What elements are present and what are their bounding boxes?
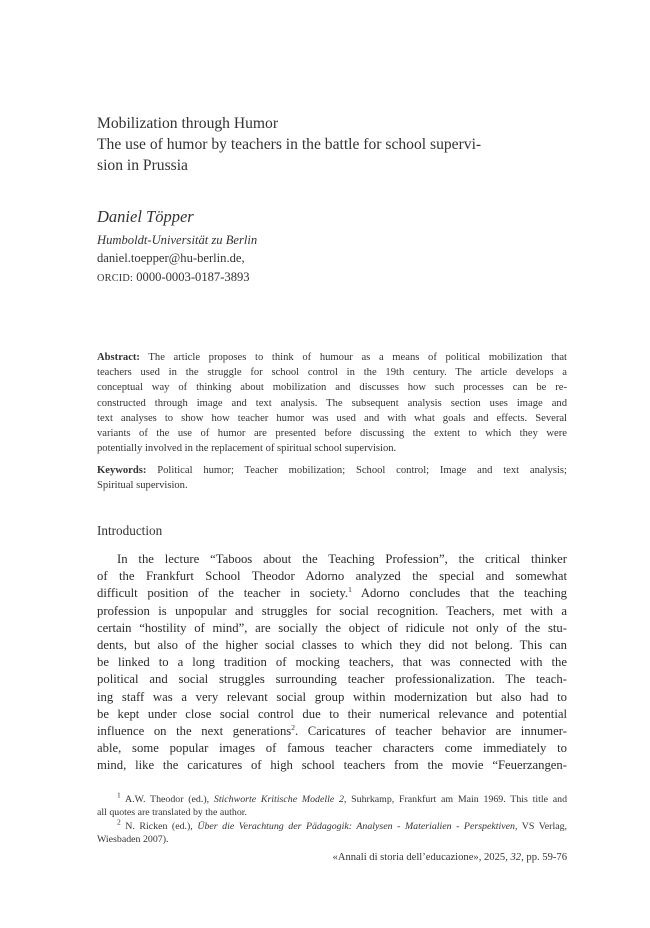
body-line: certain “hostility of mind”, are socially the object of ridicule not only of the stu- — [97, 620, 567, 635]
footnote-ref[interactable]: 1 — [348, 585, 352, 595]
abstract — [97, 350, 567, 456]
footnote-text: , Suhrkamp, Frankfurt am Main 1969. This title and — [343, 794, 568, 805]
footnote-text: , VS Verlag, — [514, 820, 567, 832]
body-line: be linked to a long tradition of mocking teachers, that was connected with the — [97, 655, 567, 670]
body-line — [97, 723, 567, 740]
title-line: sion in Prussia — [97, 157, 188, 174]
author-orcid — [97, 270, 567, 285]
article-title — [97, 113, 567, 176]
author-name: Daniel Töpper — [97, 207, 194, 226]
citation-text: , pp. 59-76 — [521, 852, 567, 863]
abstract-line: The article proposes to think of humour as a means of political mobilization that — [139, 352, 567, 363]
citation-text: «Annali di storia dell’educazione», 2025, — [332, 852, 511, 863]
abstract-line: potentially involved in the replacement of spiritual school supervision. — [97, 443, 397, 455]
author-email[interactable]: daniel.toepper@hu-berlin.de, — [97, 251, 245, 265]
keywords — [97, 463, 567, 493]
footnote-text: Wiesbaden 2007). — [97, 833, 169, 845]
body-line: political and social struggles surrounding teacher professionalization. The teach- — [97, 672, 567, 687]
body-text: Adorno concludes that the teaching — [351, 586, 568, 601]
body-line — [97, 585, 567, 602]
abstract-line: conceptual way of thinking about mobilization and discusses how such processes can be re- — [97, 382, 567, 394]
body-text: . Caricatures of teacher behavior are innumer- — [294, 724, 567, 739]
footnote-mark: 1 — [117, 790, 121, 800]
orcid-label: ORCID: — [97, 273, 134, 284]
body-line: of the Frankfurt School Theodor Adorno analyzed the special and somewhat — [97, 569, 567, 584]
keywords-line: Spiritual supervision. — [97, 480, 188, 492]
footnote-ref[interactable]: 2 — [291, 722, 295, 732]
footnote-title: Über die Verachtung der Pädagogik: Analysen - Materialien - Perspektiven — [197, 820, 515, 832]
keywords-label: Keywords: — [97, 465, 147, 476]
journal-citation — [290, 852, 567, 863]
abstract-line: text analyses to show how teacher humor was used and with what goals and effects. Several — [97, 412, 567, 424]
footnote-title: Stichworte Kritische Modelle 2 — [213, 794, 344, 805]
citation-volume: 32 — [510, 852, 522, 863]
body-line: profession is unpopular and struggles for social recognition. Teachers, met with a — [97, 603, 567, 618]
body-text: influence on the next generations — [97, 724, 292, 739]
section-heading: Introduction — [97, 523, 163, 538]
author-affiliation: Humboldt-Universität zu Berlin — [97, 233, 258, 247]
footnote-text: A.W. Theodor (ed.), — [120, 794, 214, 805]
title-line: Mobilization through Humor — [97, 115, 279, 132]
body-text: difficult position of the teacher in society. — [97, 586, 349, 601]
footnote-text: all quotes are translated by the author. — [97, 807, 247, 819]
footnote-2 — [97, 817, 567, 847]
keywords-line: Political humor; Teacher mobilization; School control; Image and text analysis; — [146, 465, 567, 476]
orcid-value: 0000-0003-0187-3893 — [133, 270, 250, 284]
footnote-mark: 2 — [117, 817, 121, 827]
abstract-label: Abstract: — [97, 352, 140, 363]
abstract-line: constructed through image and text analysis. The subsequent analysis section uses image and — [97, 397, 567, 409]
body-line: able, some popular images of famous teacher characters come immediately to — [97, 741, 567, 756]
body-line: mind, like the caricatures of high school teachers from the movie “Feuerzangen- — [97, 758, 567, 773]
body-paragraph — [97, 551, 567, 775]
footnote-text: N. Ricken (ed.), — [120, 820, 198, 832]
abstract-line: teachers used in the struggle for school control in the 19th century. The article develops a — [97, 367, 567, 379]
abstract-line: variants of the use of humor are presented before discussing the extent to which they were — [97, 428, 567, 440]
title-line: The use of humor by teachers in the battle for school supervi- — [97, 136, 482, 153]
body-line: dents, but also of the higher social classes to which they did not belong. This can — [97, 638, 567, 653]
body-line: be kept under close social control due to their numerical relevance and potential — [97, 706, 567, 721]
body-line: ing staff was a very relevant social group within modernization but also had to — [97, 689, 567, 704]
body-line: In the lecture “Taboos about the Teaching Profession”, the critical thinker — [117, 552, 567, 566]
footnote-1 — [97, 790, 568, 820]
footnotes — [97, 790, 568, 846]
